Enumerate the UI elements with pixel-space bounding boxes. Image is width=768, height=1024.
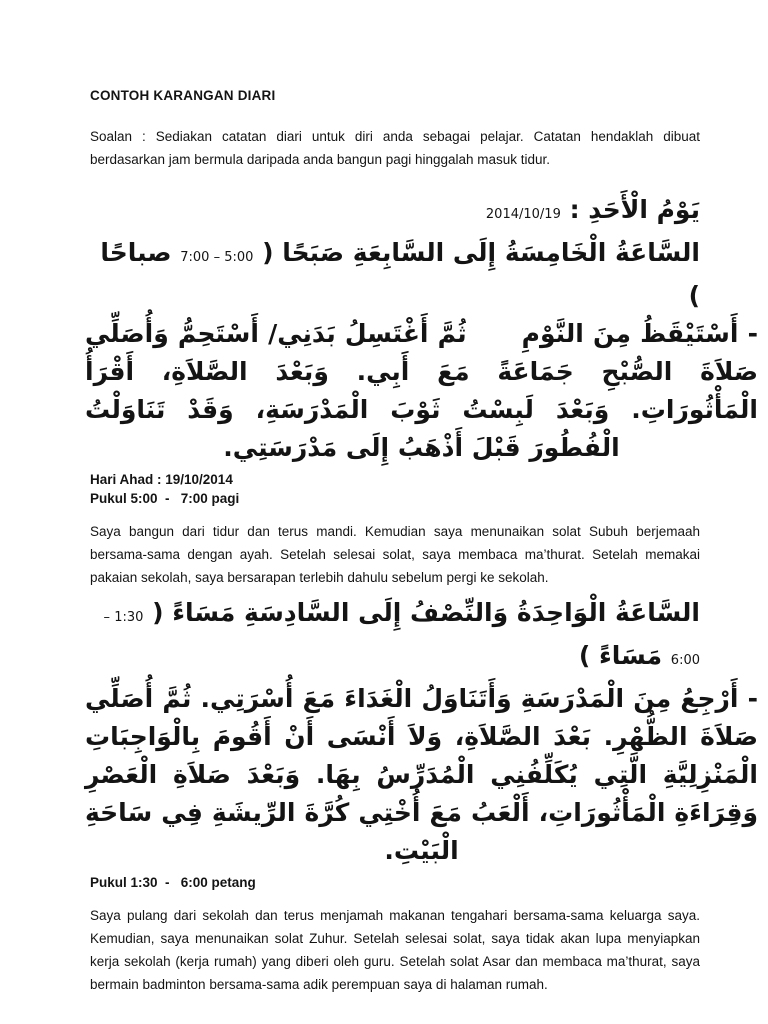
arabic-morning-paragraph: - أَسْتَيْقَظُ مِنَ النَّوْمِ ثُمَّ أَغْتَسِلُ بَدَنِي/ أَسْتَحِمُّ وَأُصَلِّي صَلاَةَ الصُّبْحِ جَمَاعَةً مَعَ أَبِي. وَبَعْدَ الصَّلاَةِ، أَقْرَأُ الْمَأْثُورَاتِ. وَبَعْدَ لَبِسْتُ ثَوْبَ الْمَدْرَسَةِ، وَقَدْ تَنَاوَلْتُ الْفُطُورَ قَبْلَ أَذْهَبُ إِلَى مَدْرَسَتِي. xyxy=(85,319,758,462)
arabic-morning-time-pre: السَّاعَةُ الْخَامِسَةُ إِلَى السَّابِعَةِ صَبَحًا ( xyxy=(262,238,700,267)
arabic-afternoon-time-range: 1:30 – 6:00 xyxy=(103,610,700,668)
arabic-day-date-line xyxy=(85,191,700,234)
malay-morning-paragraph: Saya bangun dari tidur dan terus mandi. Kemudian saya menunaikan solat Subuh berjemaah bersama-sama dengan ayah. Setelah selesai solat, saya membaca ma’thurat. Setelah memakai pakaian sekolah, saya bersarapan terlebih dahulu sebelum pergi ke sekolah. xyxy=(90,524,700,585)
arabic-date-value: 2014/10/19 xyxy=(485,207,561,222)
arabic-afternoon-section xyxy=(85,594,758,870)
malay-morning-time-heading: Pukul 5:00 - 7:00 pagi xyxy=(90,491,240,506)
arabic-morning-time-line xyxy=(85,234,700,315)
malay-afternoon-paragraph: Saya pulang dari sekolah dan terus menjamah makanan tengahari bersama-sama keluarga saya. Kemudian, saya menunaikan solat Zuhur. Setelah selesai solat, saya tidak akan lupa menyiapkan kerja sekolah (kerja rumah) yang diberi oleh guru. Setelah solat Asar dan membaca ma’thurat, saya bermain badminton bersama-sama adik perempuan saya di halaman rumah. xyxy=(90,908,700,992)
arabic-afternoon-time-pre: السَّاعَةُ الْوَاحِدَةُ وَالنِّصْفُ إِلَى السَّادِسَةِ مَسَاءً ( xyxy=(152,598,700,627)
arabic-morning-section xyxy=(85,191,758,467)
malay-afternoon-time-heading: Pukul 1:30 - 6:00 petang xyxy=(90,875,256,890)
arabic-morning-time-range: 5:00 – 7:00 xyxy=(180,250,254,265)
arabic-afternoon-paragraph: - أَرْجِعُ مِنَ الْمَدْرَسَةِ وَأَتَنَاوَلُ الْغَدَاءَ مَعَ أُسْرَتِي. ثُمَّ أُصَلِّي صَلاَةَ الظُّهْرِ. بَعْدَ الصَّلاَةِ، وَلاَ أَنْسَى أَنْ أَقُومَ بِالْوَاجِبَاتِ الْمَنْزِلِيَّةِ الَّتِي يُكَلِّفُنِي الْمُدَرِّسُ بِهَا. وَبَعْدَ صَلاَةِ الْعَصْرِ وَقِرَاءَةِ الْمَأْثُورَاتِ، أَلْعَبُ مَعَ أُخْتِي كُرَّةَ الرِّيشَةِ فِي سَاحَةِ الْبَيْتِ. xyxy=(85,684,758,865)
arabic-day-label: يَوْمُ الْأَحَدِ : xyxy=(569,195,700,224)
arabic-morning-time-post: صباحًا ) xyxy=(100,238,700,310)
malay-day-heading: Hari Ahad : 19/10/2014 xyxy=(90,472,233,487)
question-paragraph: Soalan : Sediakan catatan diari untuk diri anda sebagai pelajar. Catatan hendaklah dibuat berdasarkan jam bermula daripada anda bangun pagi hinggalah masuk tidur. xyxy=(90,129,700,167)
arabic-afternoon-time-line xyxy=(85,594,700,680)
arabic-afternoon-time-post: مَسَاءً ) xyxy=(578,641,663,670)
spacer xyxy=(90,892,700,904)
document-title: CONTOH KARANGAN DIARI xyxy=(90,88,276,103)
spacer xyxy=(90,508,700,520)
